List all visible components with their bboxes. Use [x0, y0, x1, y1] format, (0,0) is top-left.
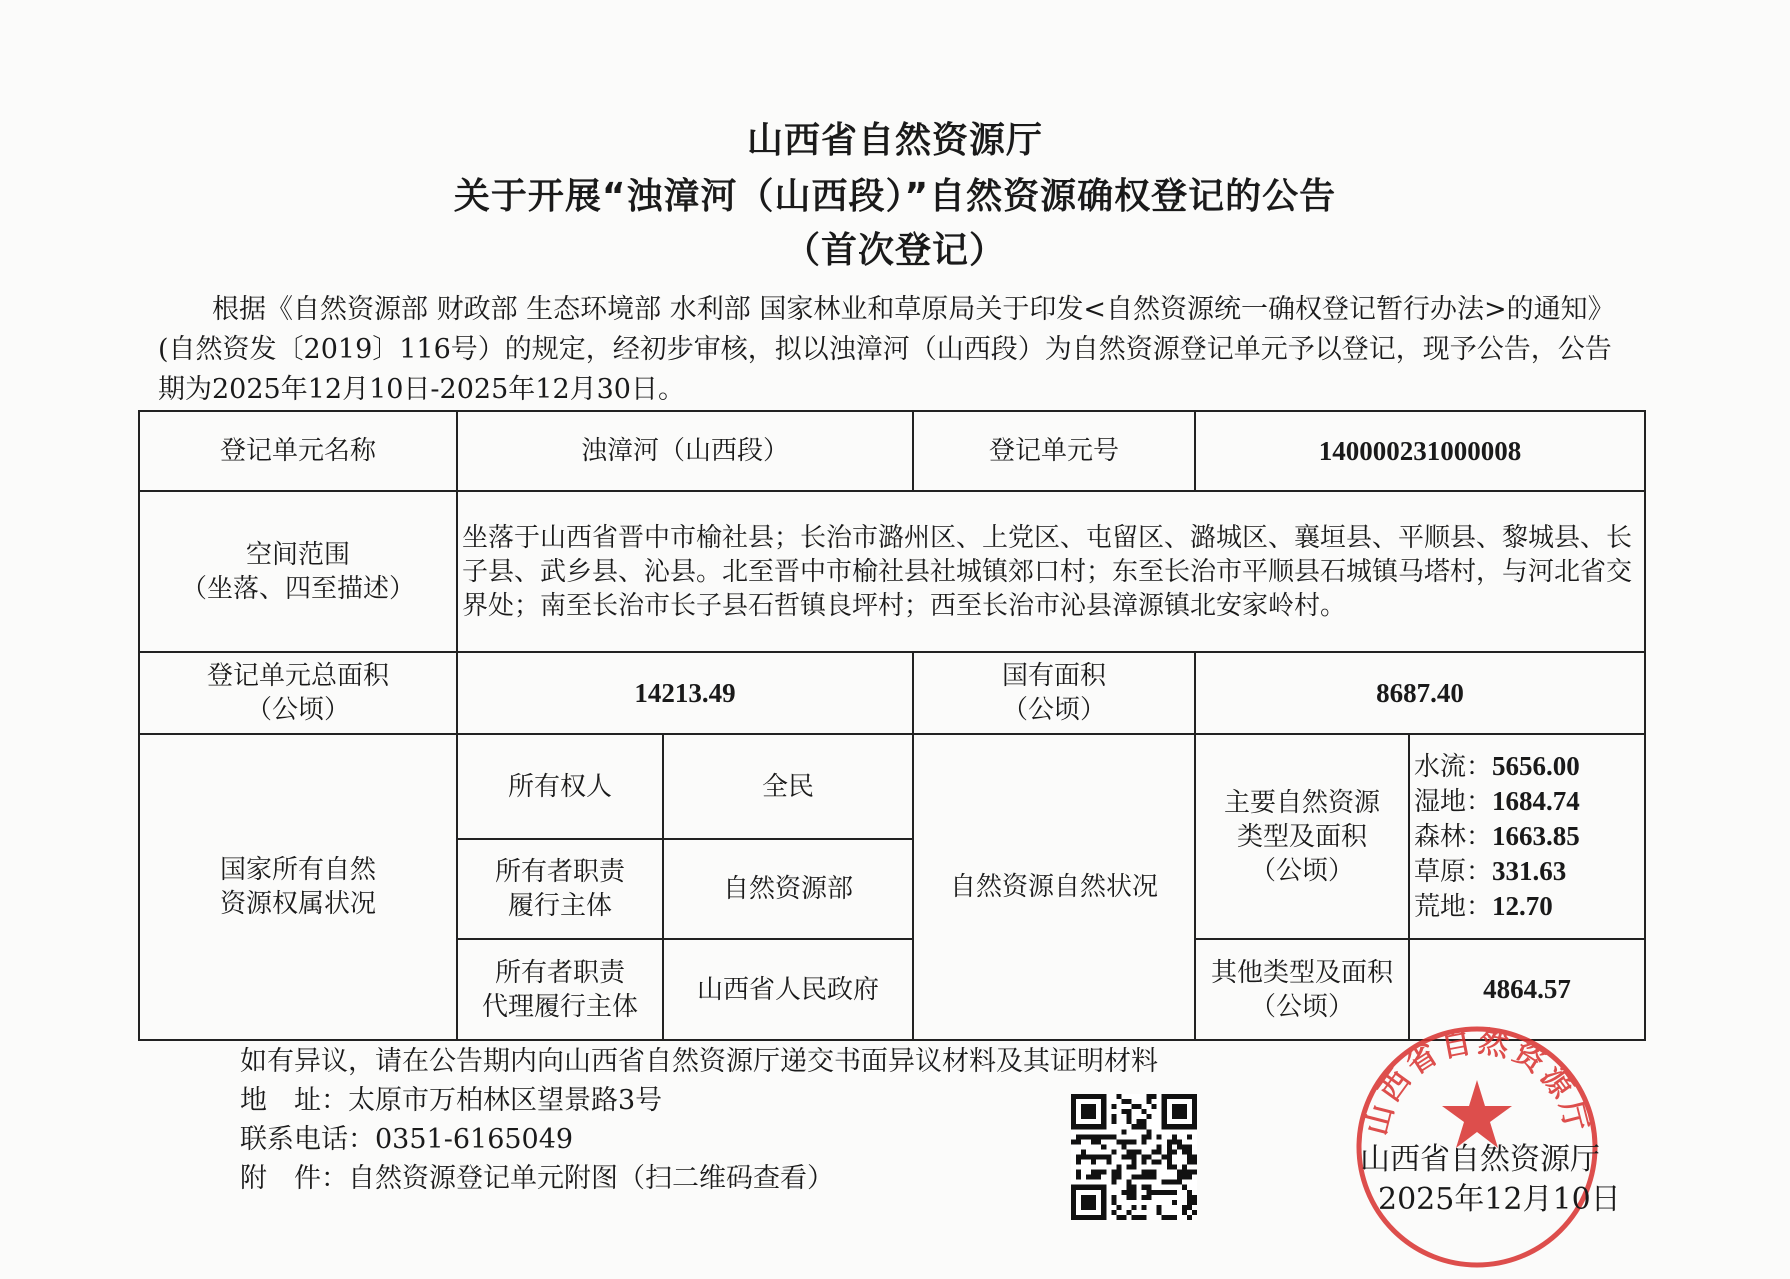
resource-name: 森林：: [1414, 822, 1493, 852]
resource-name: 荒地：: [1414, 892, 1493, 922]
resource-area: 5656.00: [1492, 751, 1580, 781]
other-types-label-line1: 其他类型及面积: [1211, 957, 1394, 988]
notice-title-subject: 关于开展“浊漳河（山西段）”自然资源确权登记的公告: [453, 176, 1337, 217]
ownership-label: [139, 734, 457, 1040]
state-area-label-line1: 国有面积: [1002, 661, 1107, 691]
owner-label: 所有权人: [457, 734, 663, 839]
ownership-label-line2: 资源权属状况: [219, 889, 376, 919]
address-line: 地 址：太原市万柏林区望景路3号: [240, 1085, 663, 1116]
main-types-label-line2: 类型及面积: [1237, 821, 1368, 852]
row-area: [139, 652, 1645, 734]
state-area-label-line2: （公顷）: [1002, 695, 1107, 725]
row-owner: [139, 734, 1645, 839]
other-area-number: 4864.57: [1483, 974, 1571, 1004]
main-types-values: [1409, 734, 1645, 939]
resource-area: 1684.74: [1492, 786, 1580, 816]
duty-value: 自然资源部: [663, 839, 913, 939]
state-area-label: [913, 652, 1195, 734]
resource-name: 湿地：: [1414, 787, 1493, 817]
state-area-value: [1195, 652, 1645, 734]
unit-no-value: [1195, 411, 1645, 491]
resource-item: [1414, 784, 1640, 819]
unit-name-label: 登记单元名称: [139, 411, 457, 491]
other-types-label-line2: （公顷）: [1250, 991, 1355, 1022]
resource-name: 草原：: [1414, 857, 1493, 887]
duty-label: [457, 839, 663, 939]
scope-label-line1: 空间范围: [245, 539, 350, 570]
ownership-label-line1: 国家所有自然: [219, 855, 376, 885]
agent-label-line1: 所有者职责: [494, 957, 625, 988]
resource-name: 水流：: [1414, 752, 1493, 782]
main-types-label: [1195, 734, 1409, 939]
agent-label: [457, 939, 663, 1040]
scope-label-line2: （坐落、四至描述）: [180, 573, 415, 604]
agent-value: 山西省人民政府: [663, 939, 913, 1040]
intro-paragraph: 根据《自然资源部 财政部 生态环境部 水利部 国家林业和草原局关于印发<自然资源统一确权登记暂行办法>的通知》(自然资发〔2019〕116号）的规定，经初步审核，拟以浊漳河（山西段）为自然资源登记单元予以登记，现予公告，公告期为2025年12月10日-2025年12月30日。: [158, 294, 1615, 405]
total-area-label: [139, 652, 457, 734]
qr-code[interactable]: [1070, 1094, 1198, 1220]
total-area-value: [457, 652, 913, 734]
duty-label-line1: 所有者职责: [494, 857, 625, 887]
resource-area: 12.70: [1492, 891, 1553, 921]
seal-star: [1442, 1080, 1512, 1148]
state-area-number: 8687.40: [1376, 677, 1464, 708]
unit-no-text: 140000231000008: [1318, 435, 1522, 466]
unit-no-label: 登记单元号: [913, 411, 1195, 491]
resource-item: [1414, 854, 1640, 889]
registration-table: [138, 410, 1646, 1041]
owner-value: 全民: [663, 734, 913, 839]
unit-name-value: 浊漳河（山西段）: [457, 411, 913, 491]
notice-title-type: （首次登记）: [783, 230, 1006, 271]
notice-title-agency: 山西省自然资源厅: [746, 120, 1043, 161]
resource-area: 1663.85: [1492, 821, 1580, 851]
total-area-number: 14213.49: [634, 677, 736, 708]
row-scope: [139, 491, 1645, 652]
resource-item: [1414, 889, 1640, 924]
objection-note: 如有异议，请在公告期内向山西省自然资源厅递交书面异议材料及其证明材料: [240, 1046, 1158, 1077]
resource-item: [1414, 749, 1640, 784]
duty-label-line2: 履行主体: [507, 891, 612, 921]
signing-organization: 山西省自然资源厅: [1360, 1142, 1600, 1177]
phone-line: 联系电话：0351-6165049: [240, 1124, 574, 1155]
main-types-label-line3: （公顷）: [1250, 855, 1355, 886]
scope-value: 坐落于山西省晋中市榆社县；长治市潞州区、上党区、屯留区、潞城区、襄垣县、平顺县、黎城县、长子县、武乡县、沁县。北至晋中市榆社县社城镇郊口村；东至长治市平顺县石城镇马塔村，与河北省交界处；南至长治市长子县石哲镇良坪村；西至长治市沁县漳源镇北安家岭村。: [457, 491, 1645, 652]
seal-arc-text: 山西省自然资源厅: [1359, 1024, 1595, 1139]
total-area-label-line1: 登记单元总面积: [206, 661, 389, 691]
signing-date: 2025年12月10日: [1378, 1182, 1621, 1217]
agent-label-line2: 代理履行主体: [481, 991, 638, 1022]
total-area-label-line2: （公顷）: [245, 695, 350, 725]
attachment-line: 附 件：自然资源登记单元附图（扫二维码查看）: [240, 1163, 834, 1194]
scope-label: [139, 491, 457, 652]
row-unit-name: [139, 411, 1645, 491]
main-types-label-line1: 主要自然资源: [1224, 787, 1381, 818]
resource-item: [1414, 819, 1640, 854]
resource-area: 331.63: [1492, 856, 1567, 886]
natural-status-label: 自然资源自然状况: [913, 734, 1195, 1040]
